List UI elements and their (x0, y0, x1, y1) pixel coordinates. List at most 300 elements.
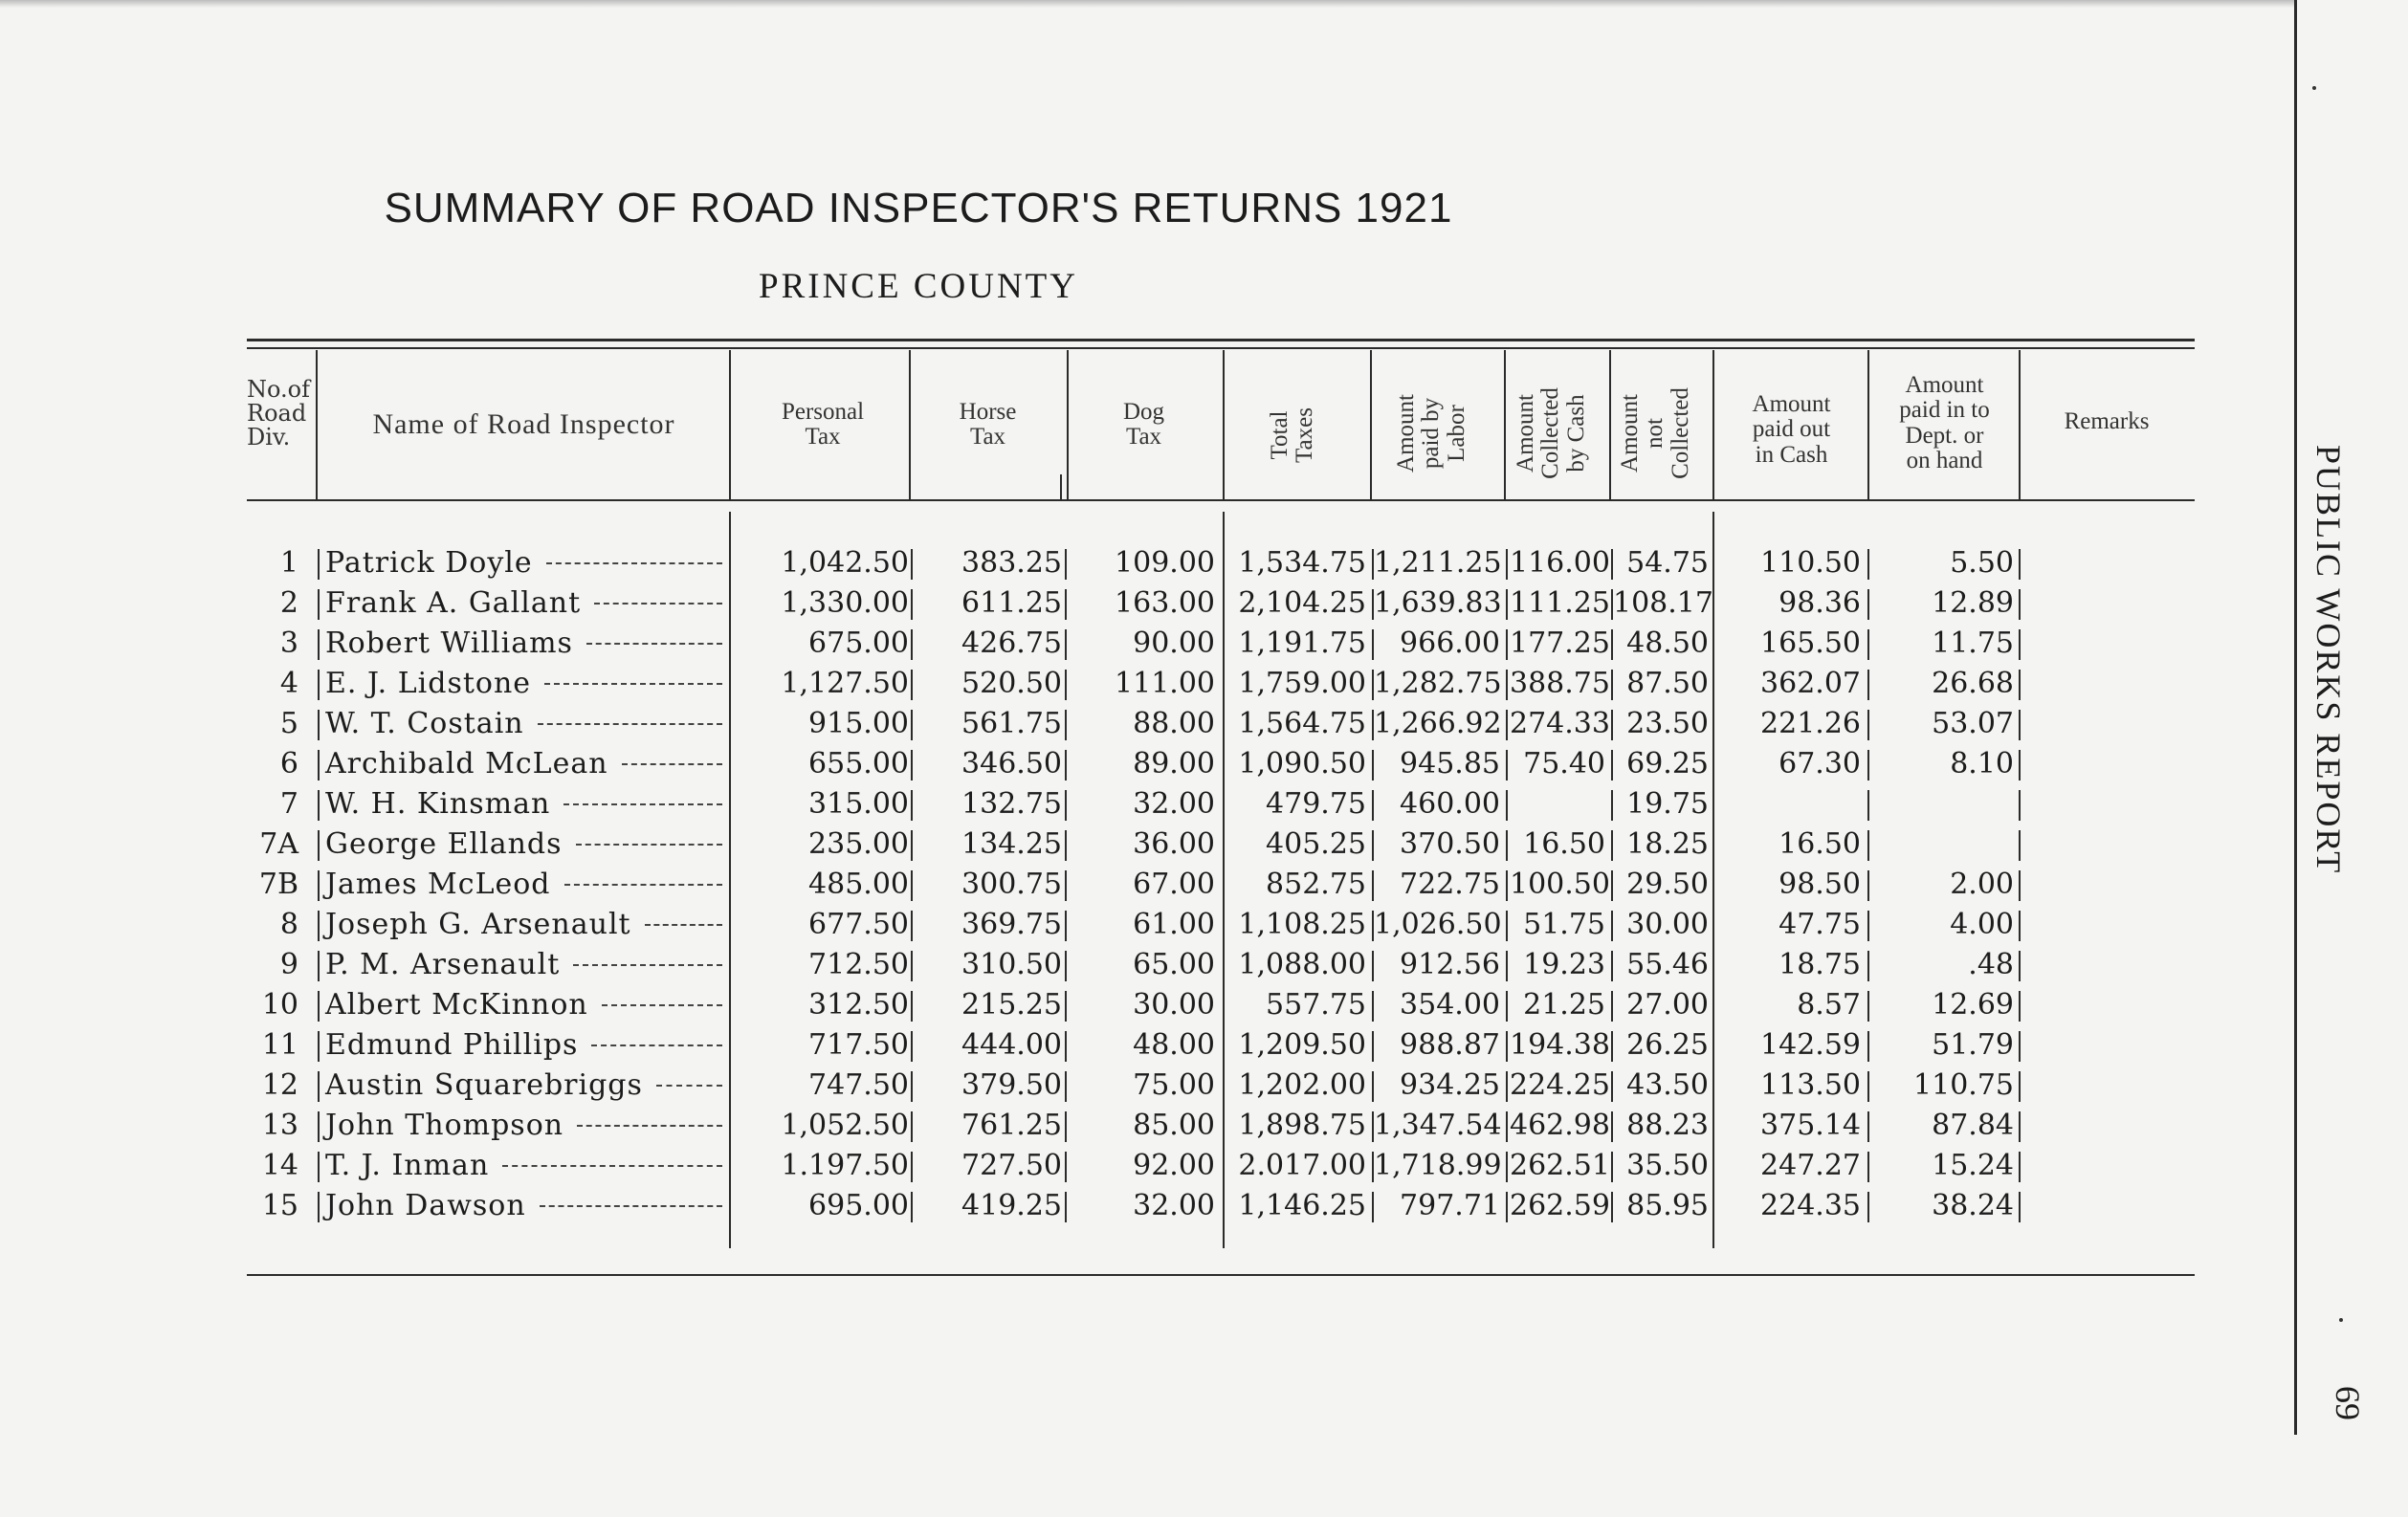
dog-value: 61.00 (1133, 908, 1215, 941)
header-not-collected (1618, 366, 1704, 500)
cash-value (1510, 784, 1605, 824)
header-dog-tax-line2: Tax (1125, 424, 1162, 451)
paidin-value (1870, 784, 2014, 824)
header-paid-by-labor (1394, 366, 1480, 500)
cell-rule (2019, 629, 2021, 660)
labor-value: 1,026.50 (1374, 908, 1502, 941)
cash-value: 177.25 (1510, 627, 1610, 660)
header-paid-out-cash-line2: paid out (1752, 416, 1831, 443)
dotted-leader (544, 683, 722, 685)
table-row (0, 985, 2294, 1025)
inspector-name (325, 1146, 722, 1186)
table-row (0, 704, 2294, 744)
personal-value: 1.197.50 (781, 1149, 909, 1182)
header-sep (1504, 350, 1506, 499)
cell-rule (1867, 830, 1869, 861)
dotted-leader (594, 603, 722, 605)
cash-value: 16.50 (1523, 827, 1605, 861)
dog-value: 92.00 (1133, 1149, 1215, 1182)
horse-value: 611.25 (961, 586, 1062, 620)
dotted-leader (538, 723, 722, 725)
name-column-rule (318, 911, 320, 941)
inspector-name-text: James McLeod (325, 868, 551, 901)
notcollected-value: 88.23 (1626, 1109, 1709, 1142)
paidin-value: 5.50 (1950, 546, 2014, 580)
header-not-collected-line1: Amount (1617, 394, 1643, 473)
road-div-number: 15 (261, 1189, 298, 1222)
paidout-value: 247.27 (1760, 1149, 1861, 1182)
cell-rule (1065, 1031, 1067, 1062)
inspector-name-text: Joseph G. Arsenault (325, 908, 631, 941)
notcollected-value: 48.50 (1626, 627, 1709, 660)
total-value: 2,104.25 (1238, 586, 1366, 620)
dog-value: 32.00 (1133, 1189, 1215, 1222)
paidout-value: 221.26 (1760, 707, 1861, 740)
personal-value: 312.50 (808, 988, 909, 1022)
cell-rule (1065, 951, 1067, 981)
total-value: 1,898.75 (1238, 1109, 1366, 1142)
cash-value: 21.25 (1523, 988, 1605, 1022)
header-not-collected-line2: not (1642, 418, 1668, 449)
personal-value: 1,127.50 (781, 667, 909, 700)
cell-rule (2019, 1192, 2021, 1222)
cell-rule (1867, 549, 1869, 580)
cell-rule (1867, 911, 1869, 941)
cash-value: 224.25 (1510, 1068, 1610, 1102)
horse-value: 132.75 (961, 787, 1062, 821)
margin-mark (2339, 1318, 2343, 1322)
cell-rule (911, 1111, 913, 1142)
cell-rule (1506, 911, 1508, 941)
dog-value: 75.00 (1133, 1068, 1215, 1102)
header-road-div-line2: Road (247, 400, 307, 428)
header-horse-tax-line1: Horse (959, 399, 1017, 425)
dog-value: 111.00 (1115, 667, 1215, 700)
name-column-rule (318, 1071, 320, 1102)
header-inspector-name: Name of Road Inspector (372, 408, 675, 440)
paidin-value: 8.10 (1950, 747, 2014, 780)
horse-value: 300.75 (961, 868, 1062, 901)
document-title: SUMMARY OF ROAD INSPECTOR'S RETURNS 1921 (384, 185, 1453, 231)
horse-value: 520.50 (961, 667, 1062, 700)
paidout-value: 67.30 (1778, 747, 1861, 780)
header-horse-tax (914, 400, 1062, 451)
labor-value: 1,639.83 (1374, 586, 1502, 620)
page-number: 69 (2329, 1386, 2367, 1420)
cell-rule (1867, 1192, 1869, 1222)
header-sep (316, 350, 318, 499)
header-not-collected-line3: Collected (1667, 387, 1693, 479)
inspector-name-text: P. M. Arsenault (325, 948, 561, 981)
cell-rule (1065, 1111, 1067, 1142)
header-total-taxes (1268, 368, 1325, 502)
road-div-number: 7A (259, 827, 298, 861)
inspector-name-text: Frank A. Gallant (325, 586, 582, 620)
name-column-rule (318, 750, 320, 780)
cell-rule (911, 790, 913, 821)
cell-rule (1867, 750, 1869, 780)
cell-rule (1506, 750, 1508, 780)
document-subtitle: PRINCE COUNTY (759, 267, 1078, 306)
inspector-name-text: John Dawson (325, 1189, 526, 1222)
dotted-leader (502, 1165, 722, 1167)
cell-rule (1867, 951, 1869, 981)
header-sep (1067, 350, 1069, 499)
inspector-name-text: T. J. Inman (325, 1149, 490, 1182)
notcollected-value: 19.75 (1626, 787, 1709, 821)
cell-rule (1867, 710, 1869, 740)
labor-value: 988.87 (1400, 1028, 1500, 1062)
total-value: 1,564.75 (1238, 707, 1366, 740)
paidout-value (1717, 784, 1861, 824)
cash-value: 116.00 (1510, 546, 1610, 580)
table-row (0, 1066, 2294, 1106)
personal-value: 655.00 (808, 747, 909, 780)
header-paid-by-labor-line2: paid by (1418, 397, 1445, 470)
cell-rule (2019, 951, 2021, 981)
inspector-name-text: W. T. Costain (325, 707, 524, 740)
inspector-name-text: Patrick Doyle (325, 546, 533, 580)
table-row (0, 1106, 2294, 1146)
header-total-taxes-line2: Taxes (1292, 407, 1318, 463)
notcollected-value: 18.25 (1626, 827, 1709, 861)
horse-value: 369.75 (961, 908, 1062, 941)
dotted-leader (576, 844, 722, 846)
cash-value: 462.98 (1510, 1109, 1610, 1142)
paidout-value: 375.14 (1760, 1109, 1861, 1142)
paidin-value: 11.75 (1932, 627, 2014, 660)
inspector-name-text: Archibald McLean (325, 747, 608, 780)
paidout-value: 165.50 (1760, 627, 1861, 660)
road-div-number: 2 (279, 586, 298, 620)
dog-value: 48.00 (1133, 1028, 1215, 1062)
road-div-number: 10 (261, 988, 298, 1022)
name-column-rule (318, 710, 320, 740)
labor-value: 354.00 (1400, 988, 1500, 1022)
cell-rule (1506, 629, 1508, 660)
paidin-value: 26.68 (1932, 667, 2014, 700)
inspector-name (325, 664, 722, 704)
cell-rule (911, 1031, 913, 1062)
cell-rule (1867, 1111, 1869, 1142)
cell-rule (2019, 1111, 2021, 1142)
cell-rule (2019, 830, 2021, 861)
inspector-name (325, 1106, 722, 1146)
inspector-name-text: E. J. Lidstone (325, 667, 532, 700)
table-row (0, 865, 2294, 905)
table-row (0, 664, 2294, 704)
cell-rule (2019, 870, 2021, 901)
cash-value: 262.51 (1510, 1149, 1610, 1182)
cell-rule (1065, 629, 1067, 660)
cell-rule (1065, 549, 1067, 580)
total-value: 1,534.75 (1238, 546, 1366, 580)
total-value: 405.25 (1266, 827, 1366, 861)
header-sep (1223, 350, 1225, 499)
total-value: 1,108.25 (1238, 908, 1366, 941)
cell-rule (911, 670, 913, 700)
name-column-rule (318, 1031, 320, 1062)
cell-rule (1506, 1111, 1508, 1142)
total-value: 1,088.00 (1238, 948, 1366, 981)
header-sep (1712, 350, 1714, 499)
notcollected-value: 43.50 (1626, 1068, 1709, 1102)
paidin-value (1870, 824, 2014, 865)
cash-value: 51.75 (1523, 908, 1605, 941)
cell-rule (1867, 870, 1869, 901)
cell-rule (1867, 629, 1869, 660)
road-div-number: 7B (258, 868, 298, 901)
inspector-name (325, 583, 722, 624)
road-div-number: 14 (261, 1149, 298, 1182)
paidin-value: 110.75 (1913, 1068, 2014, 1102)
header-bottom-rule (247, 499, 2195, 501)
cell-rule (1867, 790, 1869, 821)
total-value: 479.75 (1266, 787, 1366, 821)
cell-rule (1867, 991, 1869, 1022)
cell-rule (1506, 710, 1508, 740)
personal-value: 677.50 (808, 908, 909, 941)
notcollected-value: 87.50 (1626, 667, 1709, 700)
inspector-name-text: W. H. Kinsman (325, 787, 551, 821)
cell-rule (1506, 1071, 1508, 1102)
cell-rule (911, 830, 913, 861)
cell-rule (1065, 1152, 1067, 1182)
paidin-value: .48 (1968, 948, 2014, 981)
header-collected-by-cash-line2: Collected (1537, 387, 1564, 479)
dog-value: 30.00 (1133, 988, 1215, 1022)
cell-rule (2019, 589, 2021, 620)
table-row (0, 744, 2294, 784)
header-paid-out-cash (1717, 392, 1866, 468)
total-value: 1,146.25 (1238, 1189, 1366, 1222)
table-row (0, 1025, 2294, 1066)
personal-value: 315.00 (808, 787, 909, 821)
paidout-value: 18.75 (1778, 948, 1861, 981)
inspector-name-text: Robert Williams (325, 627, 573, 660)
table-row (0, 543, 2294, 583)
total-value: 1,759.00 (1238, 667, 1366, 700)
dotted-leader (546, 562, 722, 564)
labor-value: 912.56 (1400, 948, 1500, 981)
cell-rule (2019, 1152, 2021, 1182)
notcollected-value: 35.50 (1626, 1149, 1709, 1182)
page-edge-line (2294, 0, 2297, 1435)
paidout-value: 47.75 (1778, 908, 1861, 941)
cash-value: 111.25 (1510, 586, 1610, 620)
cell-rule (1065, 750, 1067, 780)
header-road-div-line3: Div. (247, 424, 291, 451)
inspector-name (325, 624, 722, 664)
header-collected-by-cash-line3: by Cash (1562, 394, 1589, 473)
header-total-taxes-line1: Total (1267, 410, 1292, 460)
dog-value: 85.00 (1133, 1109, 1215, 1142)
dog-value: 32.00 (1133, 787, 1215, 821)
header-remarks: Remarks (2064, 408, 2150, 434)
dog-value: 88.00 (1133, 707, 1215, 740)
cell-rule (2019, 549, 2021, 580)
personal-value: 717.50 (808, 1028, 909, 1062)
cell-rule (1065, 589, 1067, 620)
horse-value: 444.00 (961, 1028, 1062, 1062)
labor-value: 945.85 (1400, 747, 1500, 780)
paidout-value: 142.59 (1760, 1028, 1861, 1062)
page-top-shadow (0, 0, 2294, 8)
paidin-value: 12.69 (1932, 988, 2014, 1022)
paidout-value: 113.50 (1760, 1068, 1861, 1102)
cell-rule (1065, 991, 1067, 1022)
horse-value: 346.50 (961, 747, 1062, 780)
name-column-rule (318, 951, 320, 981)
dotted-leader (540, 1205, 722, 1207)
cell-rule (2019, 911, 2021, 941)
road-div-number: 13 (261, 1109, 298, 1142)
dog-value: 90.00 (1133, 627, 1215, 660)
horse-value: 310.50 (961, 948, 1062, 981)
name-column-rule (318, 1152, 320, 1182)
notcollected-value: 26.25 (1626, 1028, 1709, 1062)
header-paid-out-cash-line1: Amount (1752, 391, 1831, 417)
header-paid-in-dept-line4: on hand (1906, 447, 1983, 473)
cell-rule (1506, 549, 1508, 580)
paidin-value: 53.07 (1932, 707, 2014, 740)
header-collected-by-cash (1513, 366, 1600, 500)
personal-value: 485.00 (808, 868, 909, 901)
cell-rule (1867, 670, 1869, 700)
horse-value: 379.50 (961, 1068, 1062, 1102)
inspector-name-text: Austin Squarebriggs (325, 1068, 643, 1102)
road-div-number: 7 (279, 787, 298, 821)
paidout-value: 98.50 (1778, 868, 1861, 901)
road-div-number: 8 (279, 908, 298, 941)
cell-rule (1065, 670, 1067, 700)
labor-value: 1,266.92 (1374, 707, 1502, 740)
cell-rule (1867, 1071, 1869, 1102)
paidin-value: 2.00 (1950, 868, 2014, 901)
header-paid-in-dept-line1: Amount (1905, 372, 1984, 398)
personal-value: 695.00 (808, 1189, 909, 1222)
name-column-rule (318, 870, 320, 901)
name-column-rule (318, 589, 320, 620)
name-column-rule (318, 629, 320, 660)
personal-value: 915.00 (808, 707, 909, 740)
table-top-rule (247, 339, 2195, 341)
cell-rule (1065, 830, 1067, 861)
table-row (0, 583, 2294, 624)
inspector-name (325, 824, 722, 865)
horse-value: 426.75 (961, 627, 1062, 660)
table-row (0, 1186, 2294, 1226)
cell-rule (911, 870, 913, 901)
personal-value: 235.00 (808, 827, 909, 861)
cell-rule (1506, 951, 1508, 981)
header-paid-in-dept-line3: Dept. or (1905, 422, 1984, 449)
header-personal-tax-line2: Tax (805, 424, 841, 451)
personal-value: 675.00 (808, 627, 909, 660)
labor-value: 934.25 (1400, 1068, 1500, 1102)
dog-value: 89.00 (1133, 747, 1215, 780)
dotted-leader (563, 803, 722, 805)
horse-value: 727.50 (961, 1149, 1062, 1182)
horse-value: 383.25 (961, 546, 1062, 580)
table-row (0, 945, 2294, 985)
name-column-rule (318, 1111, 320, 1142)
paidout-value: 8.57 (1797, 988, 1861, 1022)
paidin-value: 51.79 (1932, 1028, 2014, 1062)
cash-value: 388.75 (1510, 667, 1610, 700)
cell-rule (2019, 710, 2021, 740)
cell-rule (1506, 991, 1508, 1022)
inspector-name (325, 1186, 722, 1226)
cell-rule (911, 991, 913, 1022)
cash-value: 19.23 (1523, 948, 1605, 981)
road-div-number: 1 (279, 546, 298, 580)
dog-value: 67.00 (1133, 868, 1215, 901)
total-value: 557.75 (1266, 988, 1366, 1022)
road-div-number: 11 (261, 1028, 298, 1062)
paidin-value: 4.00 (1950, 908, 2014, 941)
dotted-leader (573, 964, 722, 966)
inspector-name-text: Edmund Phillips (325, 1028, 579, 1062)
inspector-name (325, 1025, 722, 1066)
table-row (0, 784, 2294, 824)
cell-rule (1506, 870, 1508, 901)
table-row (0, 905, 2294, 945)
road-div-number: 5 (279, 707, 298, 740)
header-paid-in-dept-line2: paid in to (1899, 397, 1990, 424)
header-personal-tax (737, 400, 909, 451)
labor-value: 1,718.99 (1374, 1149, 1502, 1182)
paidin-value: 38.24 (1932, 1189, 2014, 1222)
cell-rule (1065, 870, 1067, 901)
header-paid-out-cash-line3: in Cash (1755, 441, 1828, 468)
cell-rule (2019, 670, 2021, 700)
personal-value: 1,042.50 (781, 546, 909, 580)
cell-rule (911, 951, 913, 981)
dotted-leader (577, 1125, 722, 1127)
total-value: 852.75 (1266, 868, 1366, 901)
cell-rule (911, 1071, 913, 1102)
paidout-value: 98.36 (1778, 586, 1861, 620)
inspector-name (325, 543, 722, 583)
personal-value: 1,330.00 (781, 586, 909, 620)
dog-value: 163.00 (1115, 586, 1215, 620)
cell-rule (1506, 670, 1508, 700)
header-road-div (247, 378, 316, 451)
header-sep (1370, 350, 1372, 499)
cell-rule (1065, 1192, 1067, 1222)
dotted-leader (645, 924, 722, 926)
horse-value: 215.25 (961, 988, 1062, 1022)
labor-value: 966.00 (1400, 627, 1500, 660)
cell-rule (1867, 1031, 1869, 1062)
cell-rule (2019, 991, 2021, 1022)
labor-value: 797.71 (1400, 1189, 1500, 1222)
inspector-name (325, 1066, 722, 1106)
notcollected-value: 30.00 (1626, 908, 1709, 941)
name-column-rule (318, 670, 320, 700)
cell-rule (911, 750, 913, 780)
cell-rule (911, 629, 913, 660)
notcollected-value: 69.25 (1626, 747, 1709, 780)
cell-rule (1065, 790, 1067, 821)
dotted-leader (564, 884, 722, 886)
inspector-name (325, 905, 722, 945)
labor-value: 722.75 (1400, 868, 1500, 901)
notcollected-value: 27.00 (1626, 988, 1709, 1022)
cell-rule (911, 1192, 913, 1222)
personal-value: 1,052.50 (781, 1109, 909, 1142)
